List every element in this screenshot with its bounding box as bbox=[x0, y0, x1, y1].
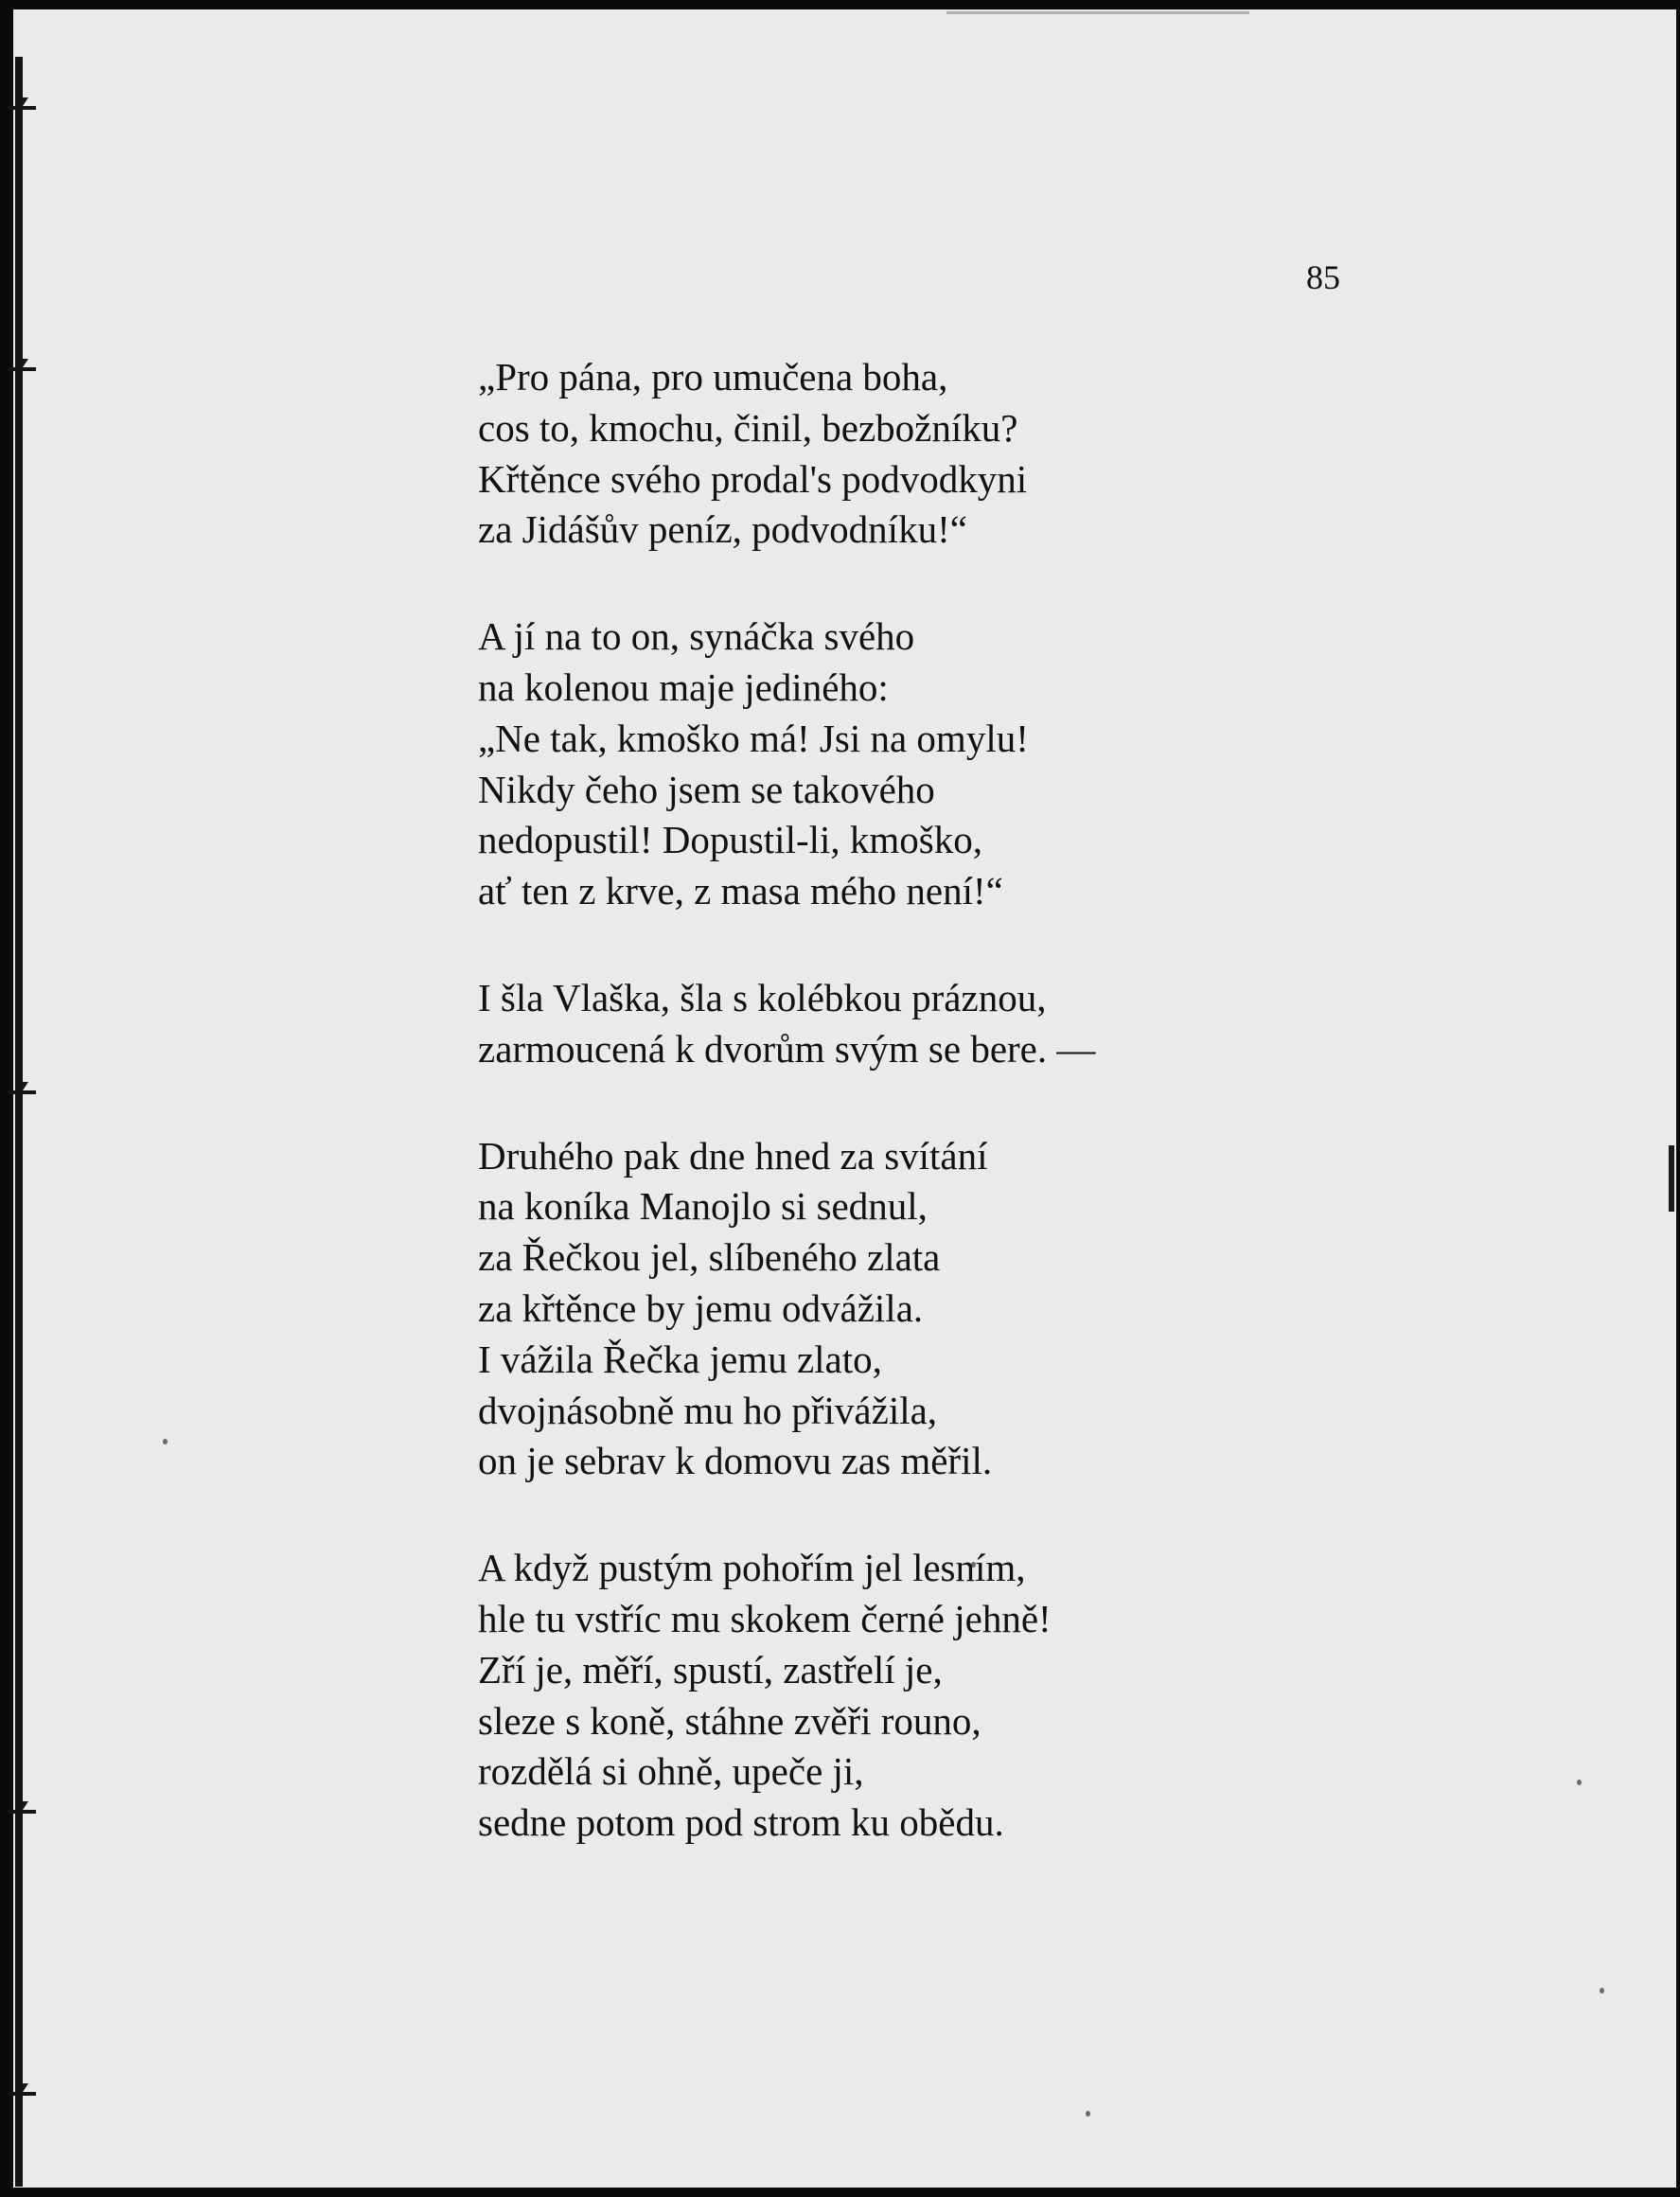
stanza bbox=[478, 1543, 1254, 1849]
verse-line: cos to, kmochu, činil, bezbožníku? bbox=[478, 405, 1018, 450]
verse-line: na koníka Manojlo si sednul, bbox=[478, 1184, 928, 1229]
verse-line: I vážila Řečka jemu zlato, bbox=[478, 1337, 882, 1381]
verse-line: I šla Vlaška, šla s kolébkou práznou, bbox=[478, 975, 1047, 1019]
scan-border-top bbox=[0, 0, 1680, 9]
verse-line: na kolenou maje jediného: bbox=[478, 664, 889, 709]
binding-mark bbox=[8, 106, 36, 110]
verse-line: Zří je, měří, spustí, zastřelí je, bbox=[478, 1647, 943, 1692]
verse-line: sleze s koně, stáhne zvěři rouno, bbox=[478, 1698, 981, 1743]
poem-text bbox=[478, 352, 1254, 1905]
verse-line: za Jidášův peníz, podvodníku!“ bbox=[478, 507, 967, 552]
verse-line: on je sebrav k domovu zas měřil. bbox=[478, 1439, 993, 1483]
verse-line: hle tu vstříc mu skokem černé jehně! bbox=[478, 1596, 1052, 1640]
dust-speck bbox=[1577, 1780, 1582, 1785]
verse-line: A když pustým pohořím jel lesním, bbox=[478, 1546, 1026, 1590]
stanza bbox=[478, 1131, 1254, 1488]
stanza bbox=[478, 973, 1254, 1075]
scan-edge-mark bbox=[1669, 1145, 1674, 1212]
verse-line: A jí na to on, synáčka svého bbox=[478, 614, 915, 659]
dust-speck bbox=[1086, 2111, 1090, 2117]
scan-border-left bbox=[0, 0, 13, 2197]
stanza bbox=[478, 611, 1254, 917]
stanza bbox=[478, 352, 1254, 556]
verse-line: rozdělá si ohně, upeče ji, bbox=[478, 1749, 864, 1794]
verse-line: Křtěnce svého prodal's podvodkyni bbox=[478, 456, 1028, 501]
page-number: 85 bbox=[1306, 258, 1340, 296]
verse-line: dvojnásobně mu ho přivážila, bbox=[478, 1388, 938, 1432]
scan-border-right bbox=[1676, 0, 1680, 2197]
binding-mark bbox=[8, 367, 36, 371]
binding-mark bbox=[8, 1810, 36, 1814]
scan-border-bottom bbox=[0, 2188, 1680, 2197]
verse-line: zarmoucená k dvorům svým se bere. — bbox=[478, 1026, 1096, 1071]
binding-edge bbox=[15, 57, 23, 2187]
verse-line: „Pro pána, pro umučena boha, bbox=[478, 355, 948, 399]
verse-line: Nikdy čeho jsem se takového bbox=[478, 767, 935, 811]
verse-line: nedopustil! Dopustil-li, kmoško, bbox=[478, 818, 982, 862]
scan-scratch bbox=[946, 11, 1249, 14]
verse-line: za křtěnce by jemu odvážila. bbox=[478, 1285, 924, 1330]
dust-speck bbox=[1600, 1988, 1604, 1993]
verse-line: ať ten z krve, z masa mého není!“ bbox=[478, 869, 1003, 913]
binding-mark bbox=[8, 2092, 36, 2096]
dust-speck bbox=[163, 1439, 168, 1444]
verse-line: sedne potom pod strom ku obědu. bbox=[478, 1800, 1004, 1845]
verse-line: „Ne tak, kmoško má! Jsi na omylu! bbox=[478, 716, 1029, 760]
verse-line: Druhého pak dne hned za svítání bbox=[478, 1133, 988, 1178]
binding-mark bbox=[8, 1090, 36, 1094]
verse-line: za Řečkou jel, slíbeného zlata bbox=[478, 1235, 941, 1280]
